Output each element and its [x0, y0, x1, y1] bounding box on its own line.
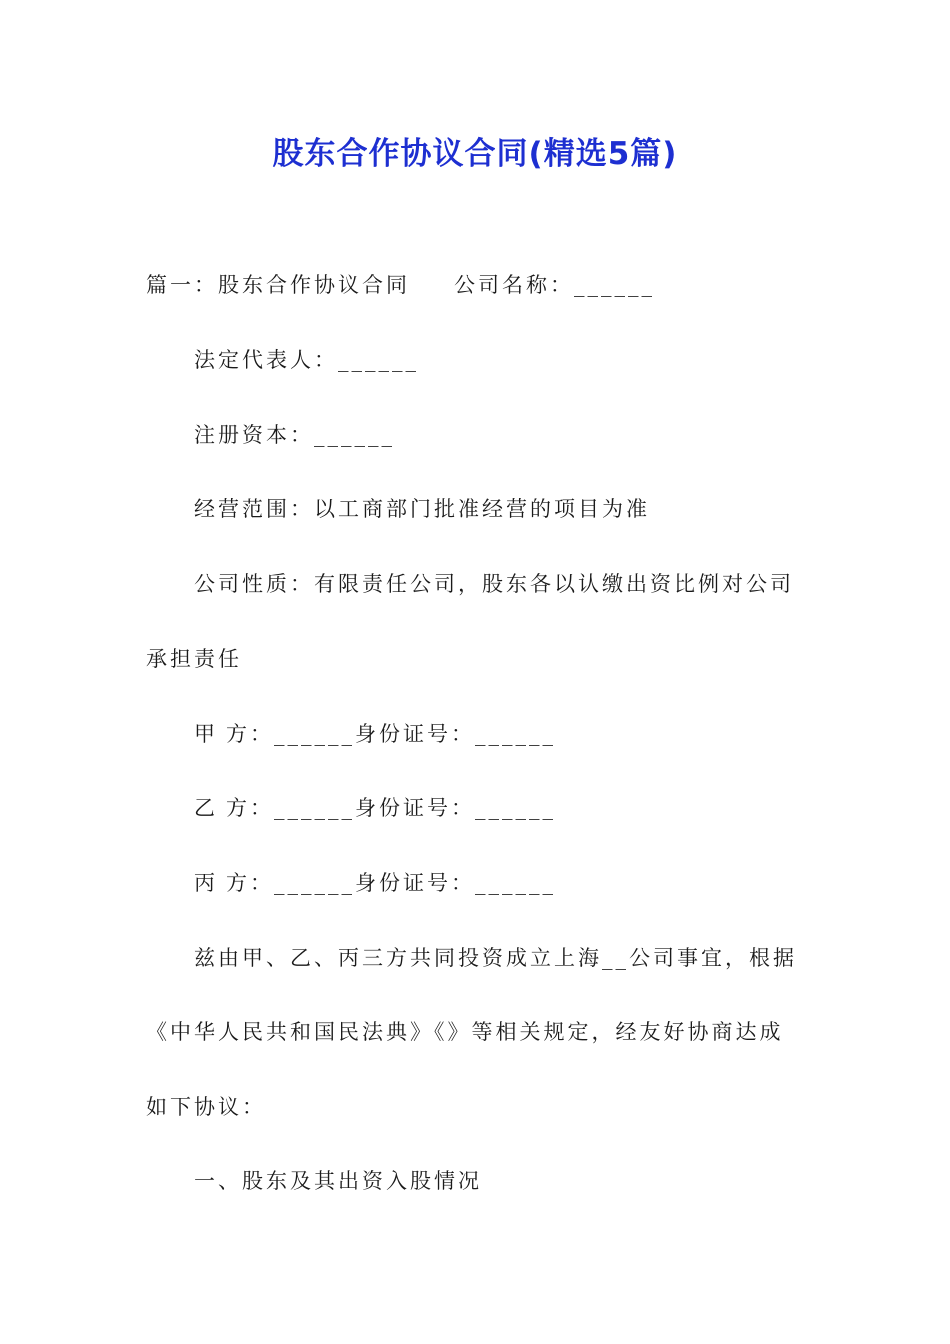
- party-a-label: 甲: [194, 722, 218, 746]
- document-title: 股东合作协议合同(精选5篇): [272, 136, 678, 172]
- section-heading: 篇一：股东合作协议合同: [146, 273, 410, 297]
- party-c-fields: 方：______身份证号：______: [226, 871, 556, 895]
- party-a-line: [194, 719, 556, 749]
- company-nature-line: 公司性质：有限责任公司，股东各以认缴出资比例对公司: [194, 572, 794, 596]
- preamble-line-3: 如下协议：: [146, 1095, 266, 1119]
- preamble-line-1: 兹由甲、乙、丙三方共同投资成立上海__公司事宜，根据: [194, 946, 797, 970]
- party-c-label: 丙: [194, 871, 218, 895]
- preamble-line-2: 《中华人民共和国民法典》《》等相关规定，经友好协商达成: [146, 1020, 784, 1044]
- party-b-line: [194, 793, 556, 823]
- company-nature-continuation: 承担责任: [146, 647, 242, 671]
- party-c-line: [194, 868, 556, 898]
- legal-representative-line: 法定代表人：______: [194, 348, 419, 372]
- company-name-field: 公司名称：______: [454, 273, 655, 297]
- party-b-label: 乙: [194, 796, 218, 820]
- section-one-heading: 一、股东及其出资入股情况: [194, 1169, 482, 1193]
- registered-capital-line: 注册资本：______: [194, 423, 395, 447]
- first-line: [146, 270, 655, 300]
- business-scope-line: 经营范围：以工商部门批准经营的项目为准: [194, 497, 650, 521]
- party-b-fields: 方：______身份证号：______: [226, 796, 556, 820]
- party-a-fields: 方：______身份证号：______: [226, 722, 556, 746]
